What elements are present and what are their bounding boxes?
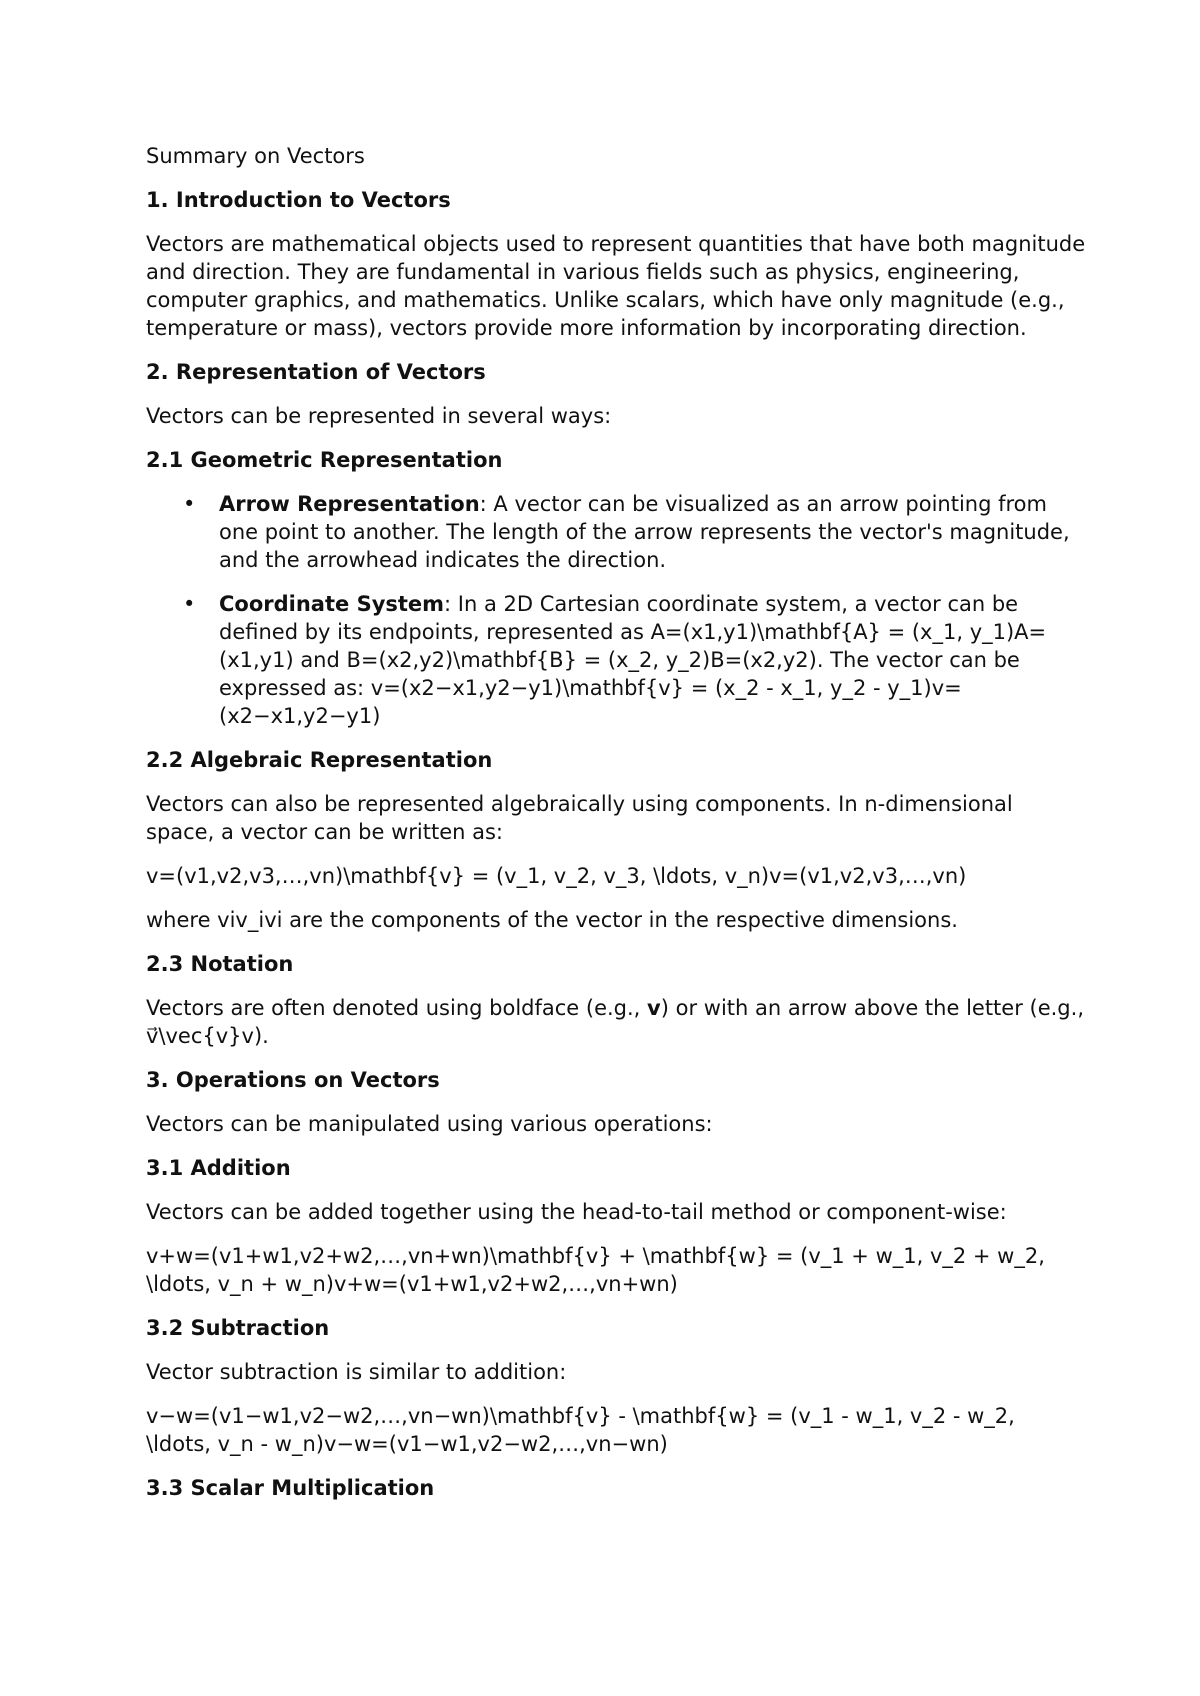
section-heading-introduction: 1. Introduction to Vectors [146, 188, 451, 212]
notation-text-end: ) or with an arrow above the letter (e.g., v⃗\vec{v}v). [146, 996, 1084, 1048]
notation-paragraph [146, 994, 1086, 1050]
representation-intro-paragraph: Vectors can be represented in several ways: [146, 404, 612, 428]
list-item [146, 590, 1086, 730]
bullet-text: : In a 2D Cartesian coordinate system, a vector can be defined by its endpoints, represented as A=(x1,y1)\mathbf{A} = (x_1, y_1)A=(x1,y1) and B=(x2,y2)\mathbf{B} = (x_2, y_2)B=(x2,y2). The vector can be expressed as: v=(x2−x1,y2−y1)\mathbf{v} = (x_2 - x_1, y_2 - y_1)v=(x2−x1,y2−y1) [219, 592, 1047, 728]
algebraic-formula: v=(v1,v2,v3,…,vn)\mathbf{v} = (v_1, v_2, v_3, \ldots, v_n)v=(v1,v2,v3,…,vn) [146, 864, 967, 888]
bullet-icon: • [183, 492, 196, 516]
algebraic-components-paragraph: where viv_ivi are the components of the vector in the respective dimensions. [146, 908, 958, 932]
bullet-label: Arrow Representation [219, 492, 480, 516]
section-heading-operations: 3. Operations on Vectors [146, 1068, 440, 1092]
notation-bold-v: v [647, 996, 661, 1020]
bullet-text: : A vector can be visualized as an arrow pointing from one point to another. The length of the arrow represents the vector's magnitude, and the arrowhead indicates the direction. [219, 492, 1070, 572]
subsection-heading-algebraic: 2.2 Algebraic Representation [146, 748, 493, 772]
subsection-heading-addition: 3.1 Addition [146, 1156, 291, 1180]
addition-formula: v+w=(v1+w1,v2+w2,…,vn+wn)\mathbf{v} + \mathbf{w} = (v_1 + w_1, v_2 + w_2, \ldots, v_n + w_n)v+w=(v1+w1,v2+w2,…,vn+wn) [146, 1244, 1045, 1296]
subsection-heading-geometric: 2.1 Geometric Representation [146, 448, 503, 472]
subtraction-formula: v−w=(v1−w1,v2−w2,…,vn−wn)\mathbf{v} - \mathbf{w} = (v_1 - w_1, v_2 - w_2, \ldots, v_n - w_n)v−w=(v1−w1,v2−w2,…,vn−wn) [146, 1404, 1015, 1456]
notation-text-start: Vectors are often denoted using boldface (e.g., [146, 996, 648, 1020]
document-page [146, 142, 1086, 1518]
subsection-heading-subtraction: 3.2 Subtraction [146, 1316, 330, 1340]
subsection-heading-scalar-multiplication: 3.3 Scalar Multiplication [146, 1476, 435, 1500]
algebraic-paragraph: Vectors can also be represented algebraically using components. In n-dimensional space, a vector can be written as: [146, 792, 1013, 844]
bullet-label: Coordinate System [219, 592, 445, 616]
document-title: Summary on Vectors [146, 144, 365, 168]
subtraction-paragraph: Vector subtraction is similar to addition: [146, 1360, 567, 1384]
section-heading-representation: 2. Representation of Vectors [146, 360, 486, 384]
operations-intro-paragraph: Vectors can be manipulated using various operations: [146, 1112, 713, 1136]
introduction-paragraph: Vectors are mathematical objects used to represent quantities that have both magnitude and direction. They are fundamental in various fields such as physics, engineering, computer graphics, and mathematics. Unlike scalars, which have only magnitude (e.g., temperature or mass), vectors provide more information by incorporating direction. [146, 232, 1086, 340]
addition-paragraph: Vectors can be added together using the head-to-tail method or component-wise: [146, 1200, 1007, 1224]
subsection-heading-notation: 2.3 Notation [146, 952, 294, 976]
list-item [146, 490, 1086, 574]
bullet-icon: • [183, 592, 196, 616]
geometric-bullet-list [146, 490, 1086, 730]
